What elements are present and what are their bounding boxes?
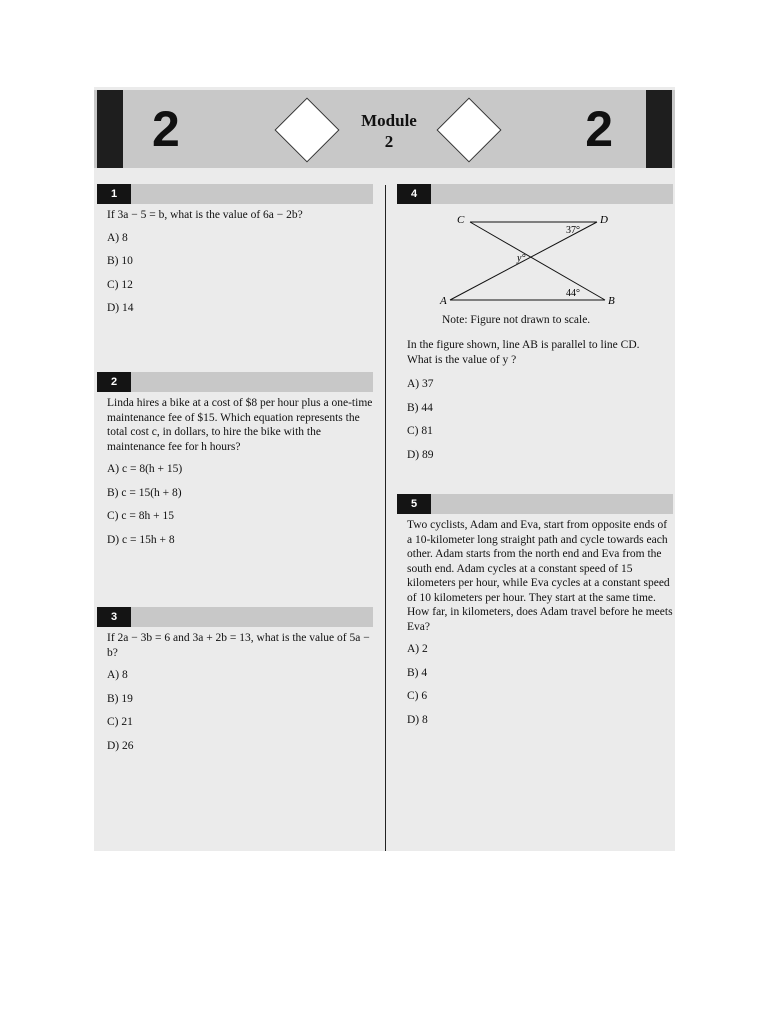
- header-right-number: 2: [585, 101, 613, 157]
- module-header: [94, 90, 675, 168]
- answer-choices: [407, 642, 673, 736]
- choice-d[interactable]: D) 8: [407, 713, 428, 726]
- choice-c[interactable]: C) 81: [407, 425, 433, 437]
- label-a: A: [440, 295, 447, 307]
- angle-y-label: y°: [517, 253, 526, 264]
- question-number: 3: [97, 607, 131, 627]
- question-5: [397, 494, 673, 736]
- question-number: 2: [97, 372, 131, 392]
- diamond-icon: [274, 97, 339, 162]
- choice-a[interactable]: A) 8: [107, 669, 128, 681]
- answer-choices: [407, 377, 434, 471]
- choice-b[interactable]: B) 19: [107, 692, 133, 705]
- choice-c[interactable]: C) 21: [107, 716, 133, 728]
- choice-d[interactable]: D) 89: [407, 448, 434, 461]
- question-prompt: In the figure shown, line AB is parallel to line CD. What is the value of y ?: [407, 339, 640, 366]
- label-d: D: [600, 214, 608, 226]
- question-bar: [97, 184, 373, 204]
- module-title-line1: Module: [361, 111, 417, 130]
- question-prompt: Two cyclists, Adam and Eva, start from opposite ends of a 10-kilometer long straight path and cycle towards each other. Adam starts from the north end and Eva from the south end. Adam cycles at a constant speed of 15 kilometers per hour, while Eva cycles at a constant speed of 10 kilometers per hour. They start at the same time. How far, in kilometers, does Adam travel before he meets Eva?: [407, 519, 673, 633]
- column-divider: [385, 185, 386, 851]
- question-number: 4: [397, 184, 431, 204]
- choice-b[interactable]: B) c = 15(h + 8): [107, 486, 182, 499]
- diamond-icon: [436, 97, 501, 162]
- choice-c[interactable]: C) 12: [107, 278, 133, 291]
- question-prompt: Linda hires a bike at a cost of $8 per hour plus a one-time maintenance fee of $15. Which equation represents the total cost c, in dollars, to hire the bike with the maintenance fee for h hours?: [107, 397, 373, 453]
- choice-d[interactable]: D) 14: [107, 302, 134, 314]
- header-right-bar: [646, 90, 672, 168]
- question-bar: [397, 184, 673, 204]
- choice-d[interactable]: D) c = 15h + 8: [107, 533, 175, 546]
- choice-a[interactable]: A) 2: [407, 643, 428, 655]
- question-bar: [397, 494, 673, 514]
- worksheet-page: [94, 87, 675, 851]
- label-c: C: [457, 214, 465, 226]
- choice-b[interactable]: B) 44: [407, 401, 433, 414]
- answer-choices: [107, 231, 373, 325]
- question-prompt: If 2a − 3b = 6 and 3a + 2b = 13, what is the value of 5a − b?: [107, 632, 370, 659]
- choice-a[interactable]: A) 8: [107, 231, 128, 244]
- question-number: 1: [97, 184, 131, 204]
- question-bar: [97, 607, 373, 627]
- question-bar: [97, 372, 373, 392]
- choice-d[interactable]: D) 26: [107, 739, 134, 752]
- question-2: [97, 372, 373, 556]
- choice-b[interactable]: B) 4: [407, 666, 428, 679]
- header-left-bar: [97, 90, 123, 168]
- answer-choices: [107, 462, 373, 556]
- transversal-cb: [470, 222, 605, 300]
- header-left-number: 2: [152, 101, 180, 157]
- question-4: [397, 184, 673, 484]
- parallel-lines-figure: [432, 206, 615, 311]
- choice-c[interactable]: C) c = 8h + 15: [107, 510, 174, 522]
- answer-choices: [107, 668, 373, 762]
- choice-a[interactable]: A) c = 8(h + 15): [107, 463, 183, 475]
- choice-b[interactable]: B) 10: [107, 255, 133, 267]
- question-1: [97, 184, 373, 325]
- module-title: [349, 110, 429, 152]
- angle-37-label: 37°: [566, 225, 580, 236]
- question-number: 5: [397, 494, 431, 514]
- choice-c[interactable]: C) 6: [407, 690, 428, 702]
- question-3: [97, 607, 373, 762]
- module-title-line2: 2: [384, 132, 394, 151]
- angle-44-label: 44°: [566, 288, 580, 299]
- choice-a[interactable]: A) 37: [407, 378, 434, 390]
- figure-note: Note: Figure not drawn to scale.: [442, 314, 591, 326]
- label-b: B: [608, 295, 615, 307]
- question-prompt: If 3a − 5 = b, what is the value of 6a − 2b?: [107, 209, 303, 221]
